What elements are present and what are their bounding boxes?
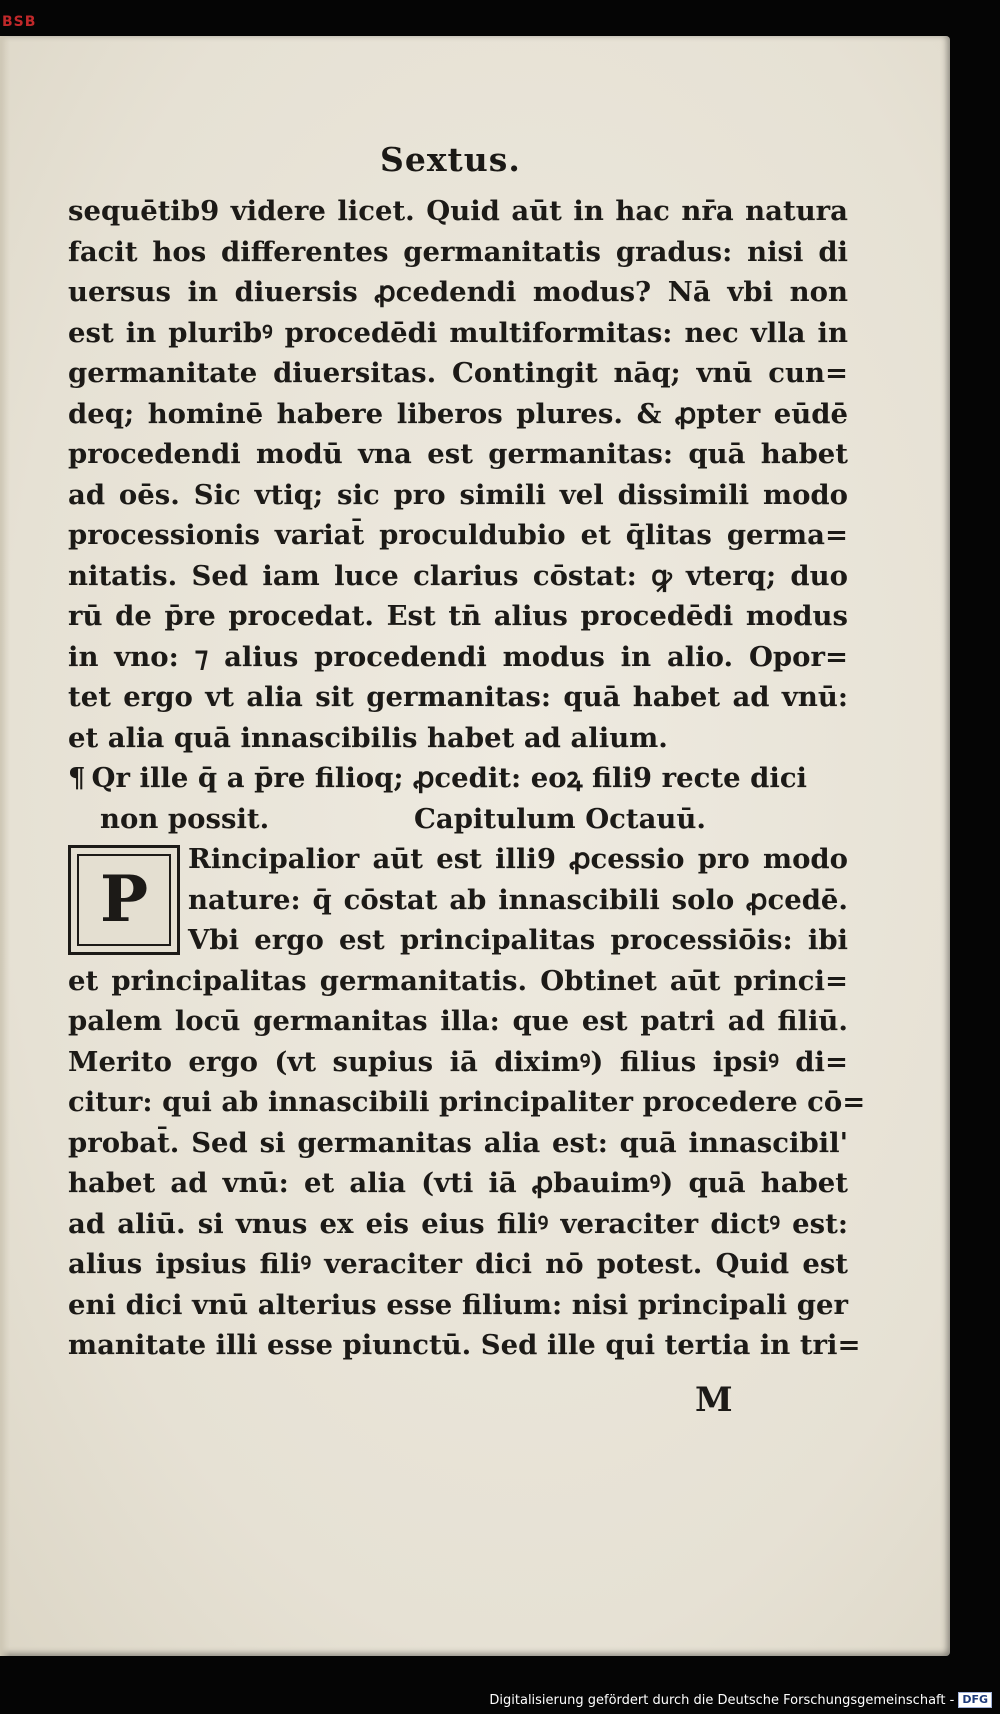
- text-line: citur: qui ab innascibili principaliter procedere cō=: [68, 1086, 866, 1118]
- text-line: et principalitas germanitatis. Obtinet aūt princi=: [68, 964, 848, 997]
- text-line: eni dici vnū alterius esse filium: nisi principali ger: [68, 1288, 848, 1321]
- chapter-summary-line: [68, 758, 848, 799]
- text-line: uersus in diuersis ꝓcedendi modus? Nā vbi non: [68, 276, 848, 308]
- text-line: ad oēs. Sic vtiq; sic pro simili vel dissimili modo: [68, 478, 848, 511]
- text-line: procedendi modū vna est germanitas: quā habet: [68, 438, 848, 470]
- funder-credit-text: Digitalisierung gefördert durch die Deutsche Forschungsgemeinschaft -: [489, 1692, 955, 1708]
- dfg-logo: DFG: [958, 1692, 992, 1708]
- chapter-summary-line: [68, 799, 848, 840]
- text-line: deq; hominē habere liberos plures. & ꝓpter eūdē: [68, 397, 848, 430]
- text-line: et alia quā innascibilis habet ad alium.: [68, 721, 668, 754]
- text-line: manitate illi esse piunctū. Sed ille qui tertia in tri=: [68, 1329, 861, 1361]
- text-line: ad aliū. si vnus ex eis eius filiꝰ veraciter dictꝰ est:: [68, 1207, 848, 1240]
- text-block: [68, 191, 866, 1366]
- library-mark: BSB: [2, 14, 37, 30]
- decorated-initial: [68, 845, 180, 955]
- running-head: Sextus.: [380, 140, 521, 179]
- text-line: Vbi ergo est principalitas processiōis: ibi: [188, 924, 848, 956]
- paragraph-1: [68, 191, 848, 758]
- text-line: nitatis. Sed iam luce clarius cōstat: ꝙ vterq; duo: [68, 559, 848, 592]
- paragraph-2: [68, 839, 866, 1366]
- chapter-title: Capitulum Octauū.: [414, 802, 706, 835]
- text-line: sequētib9 videre licet. Quid aūt in hac nr̄a natura: [68, 195, 848, 227]
- text-line: germanitate diuersitas. Contingit nāq; vnū cun=: [68, 357, 848, 389]
- page-gutter-shadow: [0, 36, 10, 1656]
- text-line: processionis variat̄ proculdubio et q̄litas germa=: [68, 519, 848, 551]
- text-line: palem locū germanitas illa: que est patri ad filiū.: [68, 1005, 848, 1037]
- text-line: rū de p̄re procedat. Est tn̄ alius procedēdi modus: [68, 600, 848, 632]
- chapter-heading: [68, 758, 848, 839]
- text-line: facit hos differentes germanitatis gradus: nisi di: [68, 235, 848, 268]
- text-line: probat̄. Sed si germanitas alia est: quā innascibil': [68, 1126, 848, 1159]
- text-line: Merito ergo (vt supius iā diximꝰ) filius ipsiꝰ di=: [68, 1045, 848, 1078]
- text-line: in vno: ⁊ alius procedendi modus in alio. Opor=: [68, 640, 848, 673]
- catchword: M: [695, 1380, 733, 1420]
- text-line: habet ad vnū: et alia (vti iā ꝓbauimꝰ) quā habet: [68, 1167, 848, 1199]
- pilcrow-icon: ¶: [68, 762, 86, 794]
- text-line: est in pluribꝰ procedēdi multiformitas: nec vlla in: [68, 316, 848, 349]
- chapter-summary-text: Qr ille q̄ a p̄re filioq; ꝓcedit: eoꝝ fili9 recte dici: [91, 762, 808, 794]
- initial-letter: P: [99, 861, 149, 937]
- text-line: Rincipalior aūt est illi9 ꝓcessio pro modo: [188, 843, 848, 875]
- book-page: [0, 36, 950, 1656]
- funder-credit: [489, 1692, 992, 1708]
- text-line: tet ergo vt alia sit germanitas: quā habet ad vnū:: [68, 681, 848, 713]
- text-line: nature: q̄ cōstat ab innascibili solo ꝓcedē.: [188, 883, 848, 916]
- text-line: alius ipsius filiꝰ veraciter dici nō potest. Quid est: [68, 1248, 848, 1280]
- chapter-summary-text: non possit.: [100, 802, 270, 835]
